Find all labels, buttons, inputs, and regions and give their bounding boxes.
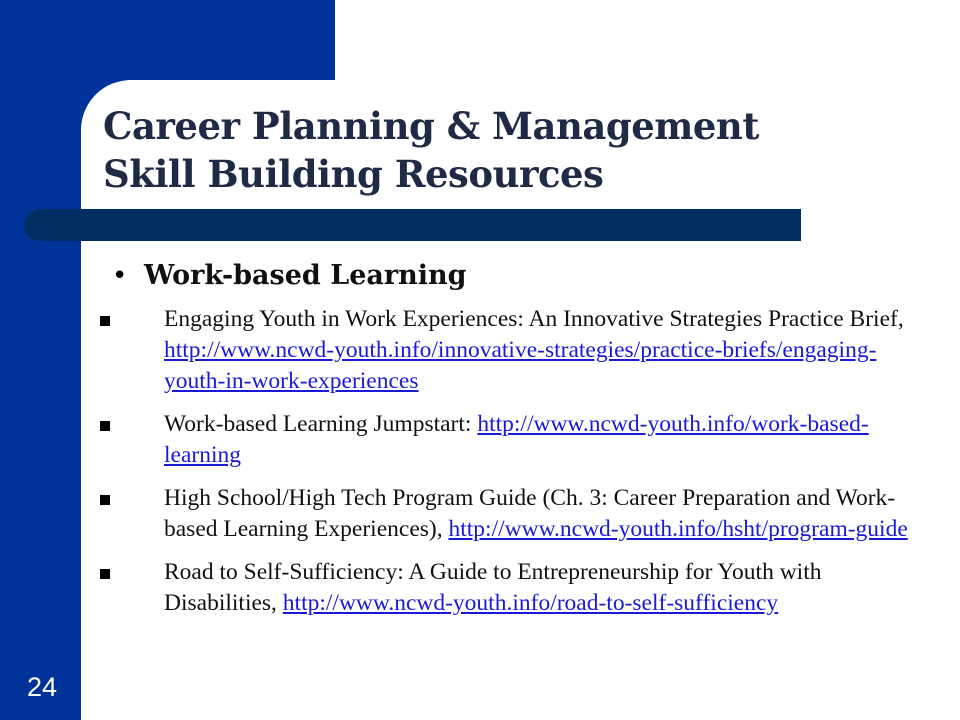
square-bullet-icon bbox=[100, 569, 110, 579]
slide-title-line-1: Career Planning & Management bbox=[103, 104, 759, 148]
section-bullet bbox=[112, 256, 932, 296]
resource-link[interactable]: http://www.ncwd-youth.info/hsht/program-guide bbox=[448, 516, 908, 542]
resource-description bbox=[164, 409, 924, 471]
resource-description bbox=[164, 304, 924, 397]
resource-link[interactable]: http://www.ncwd-youth.info/innovative-strategies/practice-briefs/engaging-youth-in-work-experiences bbox=[164, 337, 877, 394]
square-bullet-icon bbox=[100, 316, 110, 326]
left-sidebar bbox=[0, 0, 81, 720]
list-item bbox=[120, 557, 932, 619]
resource-link[interactable]: http://www.ncwd-youth.info/work-based-learning bbox=[164, 411, 869, 468]
slide-title-line-2: Skill Building Resources bbox=[103, 152, 604, 196]
top-accent-block bbox=[81, 0, 335, 80]
list-item bbox=[120, 304, 932, 397]
resource-text: Work-based Learning Jumpstart: bbox=[164, 411, 478, 437]
resource-description bbox=[164, 483, 924, 545]
section-heading: Work-based Learning bbox=[144, 260, 467, 291]
list-item bbox=[120, 409, 932, 471]
round-bullet-icon: • bbox=[112, 261, 128, 291]
square-bullet-icon bbox=[100, 421, 110, 431]
resource-text: High School/High Tech Program Guide (Ch. 3: Career Preparation and Work-based Learning Experiences), bbox=[164, 485, 896, 542]
resource-text: Road to Self-Sufficiency: A Guide to Entrepreneurship for Youth with Disabilities, bbox=[164, 559, 822, 616]
square-bullet-icon bbox=[100, 495, 110, 505]
slide-title bbox=[103, 102, 863, 198]
slide-number: 24 bbox=[26, 672, 58, 702]
resource-link[interactable]: http://www.ncwd-youth.info/road-to-self-sufficiency bbox=[282, 590, 779, 616]
slide-content bbox=[112, 256, 932, 631]
resource-text: Engaging Youth in Work Experiences: An Innovative Strategies Practice Brief, bbox=[164, 306, 904, 332]
title-underline-bar bbox=[24, 209, 801, 241]
list-item bbox=[120, 483, 932, 545]
resource-description bbox=[164, 557, 924, 619]
resource-list bbox=[112, 304, 932, 619]
